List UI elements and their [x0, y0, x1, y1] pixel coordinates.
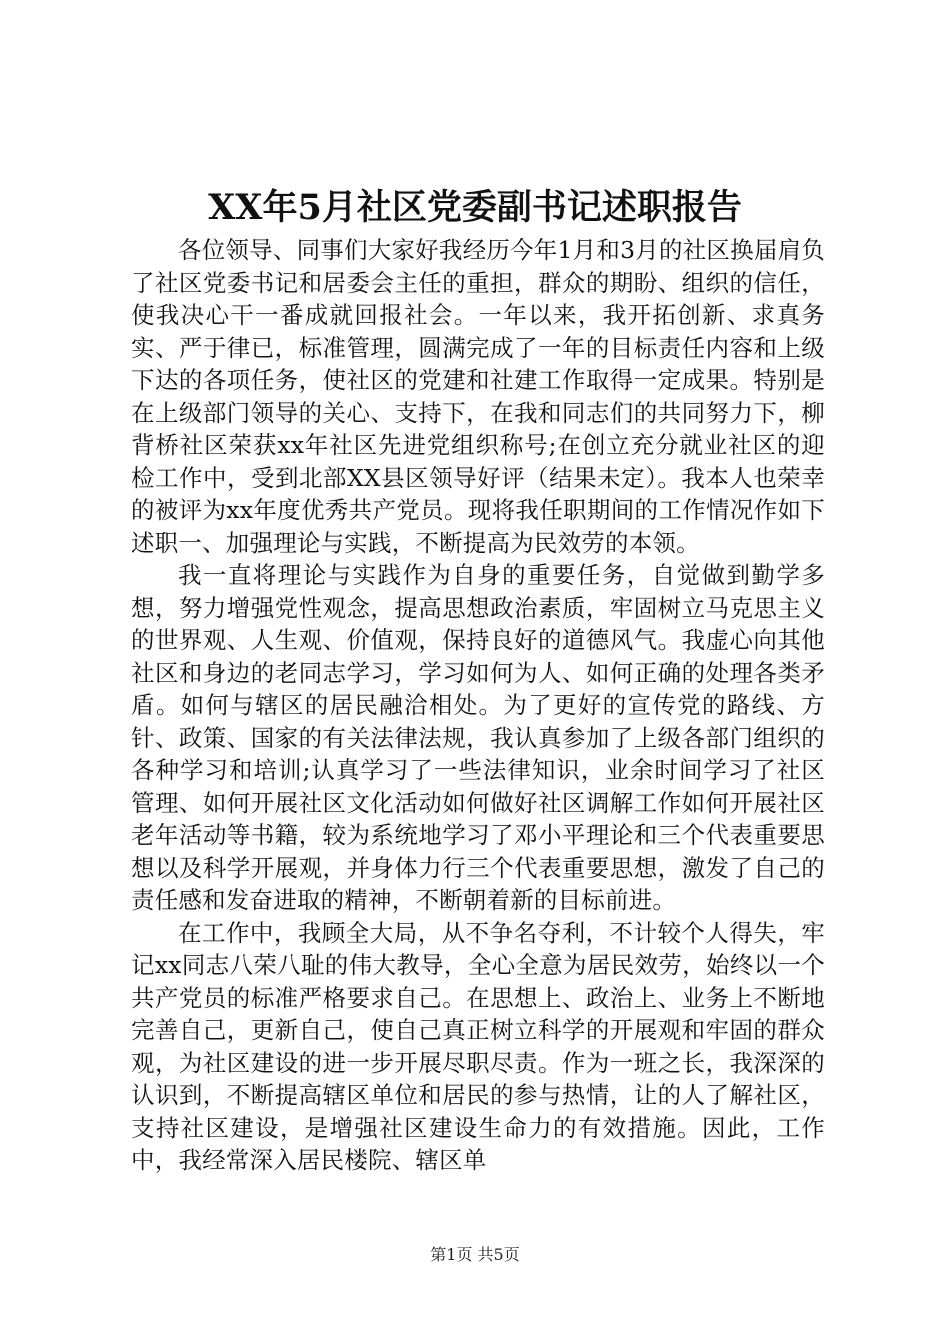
paragraph-3: 在工作中，我顾全大局，从不争名夺利，不计较个人得失，牢记xx同志八荣八耻的伟大教导，全心全意为居民效劳，始终以一个共产党员的标准严格要求自己。在思想上、政治上、业务上不断地完善自己，更新自己，使自己真正树立科学的开展观和牢固的群众观，为社区建设的进一步开展尽职尽责。作为一班之长，我深深的认识到，不断提高辖区单位和居民的参与热情，让的人了解社区，支持社区建设，是增强社区建设生命力的有效措施。因此，工作中，我经常深入居民楼院、辖区单 [131, 918, 825, 1174]
paragraph-1: 各位领导、同事们大家好我经历今年1月和3月的社区换届肩负了社区党委书记和居委会主任的重担，群众的期盼、组织的信任，使我决心干一番成就回报社会。一年以来，我开拓创新、求真务实、严于律已，标准管理，圆满完成了一年的目标责任内容和上级下达的各项任务，使社区的党建和社建工作取得一定成果。特别是在上级部门领导的关心、支持下，在我和同志们的共同努力下，柳背桥社区荣获xx年社区先进党组织称号;在创立充分就业社区的迎检工作中，受到北部XX县区领导好评（结果未定）。我本人也荣幸的被评为xx年度优秀共产党员。现将我任职期间的工作情况作如下述职一、加强理论与实践，不断提高为民效劳的本领。 [131, 236, 825, 557]
page-number-footer: 第1页 共5页 [430, 1245, 520, 1264]
document-body [131, 234, 825, 1177]
paragraph-2: 我一直将理论与实践作为自身的重要任务，自觉做到勤学多想，努力增强党性观念，提高思想政治素质，牢固树立马克思主义的世界观、人生观、价值观，保持良好的道德风气。我虚心向其他社区和身边的老同志学习，学习如何为人、如何正确的处理各类矛盾。如何与辖区的居民融洽相处。为了更好的宣传党的路线、方针、政策、国家的有关法律法规，我认真参加了上级各部门组织的各种学习和培训;认真学习了一些法律知识，业余时间学习了社区管理、如何开展社区文化活动如何做好社区调解工作如何开展社区老年活动等书籍，较为系统地学习了邓小平理论和三个代表重要思想以及科学开展观，并身体力行三个代表重要思想，激发了自己的责任感和发奋进取的精神，不断朝着新的目标前进。 [131, 561, 825, 914]
document-title: XX年5月社区党委副书记述职报告 [208, 187, 742, 228]
